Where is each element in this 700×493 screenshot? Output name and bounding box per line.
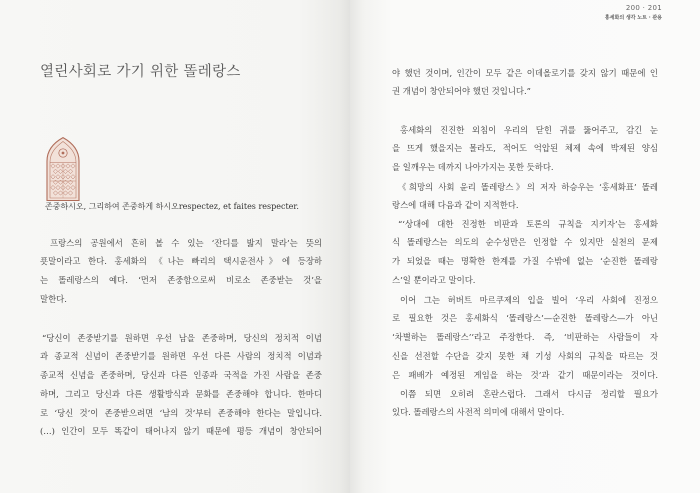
block-quote <box>40 329 322 442</box>
arched-window-illustration <box>45 137 81 201</box>
text-line: 있다. 똘레랑스의 사전적 의미에 대해서 말이다. <box>392 407 565 418</box>
text-line: 가 되었을 때는 명확한 한계를 가질 수밖에 없는 ‘순진한 똘레랑 <box>392 256 658 267</box>
text-line: 홍세화의 진진한 외침이 우리의 닫힌 귀를 뚫어주고, 감긴 눈 <box>400 124 658 135</box>
text-line: 을 뜨게 했을지는 몰라도, 적어도 억압된 체제 속에 박제된 양심 <box>392 143 658 154</box>
text-line: 종교적 신념을 존중하며, 당신과 다른 인종과 국적을 가진 사람을 존중 <box>40 370 322 381</box>
text-line: “당신이 존중받기를 원하면 우선 남을 존중하며, 당신의 정치적 이념 <box>42 332 322 343</box>
page-numbers: 200 · 201 <box>625 4 662 12</box>
paragraph <box>392 121 658 177</box>
paragraph <box>392 291 658 385</box>
text-line: 신을 선전할 수단을 갖지 못한 채 기성 사회의 규칙을 따르는 것 <box>392 350 658 361</box>
text-line: 로 필요한 것은 홍세화식 ‘똘레랑스’—순진한 똘레랑스—가 아닌 <box>392 313 658 324</box>
text-line: 로 ‘당신 것’이 존중받으려면 ‘남의 것’부터 존중해야 한다는 말입니다. <box>40 407 322 418</box>
text-line: 랑스에 대해 다음과 같이 지적한다. <box>392 200 519 211</box>
text-line: 야 했던 것이며, 인간이 모두 같은 이데올로기를 갖지 않기 때문에 인 <box>392 67 658 78</box>
text-line: 《희망의 사회 윤리 똘레랑스》의 저자 하승우는 ‘홍세화표’ 똘레 <box>398 181 658 192</box>
text-line: 과 종교적 신념이 존중받기를 원하면 우선 다른 사람의 정치적 이념과 <box>40 351 322 362</box>
paragraph <box>392 215 658 290</box>
text-line: 하며, 그리고 당신과 다른 생활방식과 문화를 존중해야 합니다. 한마디 <box>40 388 322 399</box>
text-line: 스’일 뿐이라고 말이다. <box>392 274 476 285</box>
text-line: 는 똘레랑스의 예다. ‘먼저 존중함으로써 비로소 존중받는 것’을 <box>40 275 322 285</box>
rosette-center <box>62 152 65 155</box>
text-line: (…) 인간이 모두 똑같이 태어나지 않기 때문에 평등 개념이 창안되어 <box>40 426 322 437</box>
text-line: 이쯤 되면 오히려 혼란스럽다. 그래서 다시금 정리할 필요가 <box>400 388 658 399</box>
text-line: “‘상대에 대한 진정한 비판과 토론의 규칙을 지키자’는 홍세화 <box>398 218 658 229</box>
text-line: 프랑스의 공원에서 흔히 볼 수 있는 ‘잔디를 밟지 말라’는 뜻의 <box>50 237 322 248</box>
caption-french: respectez, et faites respecter. <box>178 202 299 211</box>
paragraph <box>392 385 658 423</box>
caption-korean: 존중하시오, 그리하여 존중하게 하시오 <box>45 202 179 211</box>
text-line: 푯말이라고 한다. 홍세화의 《나는 빠리의 택시운전사》에 등장하 <box>40 256 322 267</box>
chapter-title: 열린사회로 가기 위한 똘레랑스 <box>40 64 241 80</box>
text-line: ‘차별하는 똘레랑스’’라고 주장한다. 즉, ‘비판하는 사람들이 자 <box>392 332 658 343</box>
paragraph <box>392 178 658 216</box>
text-line: 이어 그는 허버트 마르쿠제의 입을 빌어 ‘우리 사회에 진정으 <box>400 294 658 305</box>
text-line: 을 일깨우는 데까지 나아가지는 못한 듯하다. <box>392 162 554 173</box>
running-title: 홍세화의 생각 노트 · 관용 <box>604 15 662 21</box>
figure-caption <box>45 202 299 212</box>
text-line: 권 개념이 창안되어야 했던 것입니다.” <box>392 86 531 97</box>
text-line: 은 패배가 예정된 게임을 하는 것’과 같기 때문이라는 것이다. <box>392 369 658 380</box>
paragraph <box>40 234 322 309</box>
paragraph <box>392 64 658 102</box>
text-line: 말한다. <box>40 293 67 304</box>
text-line: 식 똘레랑스는 의도의 순수성만은 인정할 수 있지만 실천의 문제 <box>392 237 658 248</box>
